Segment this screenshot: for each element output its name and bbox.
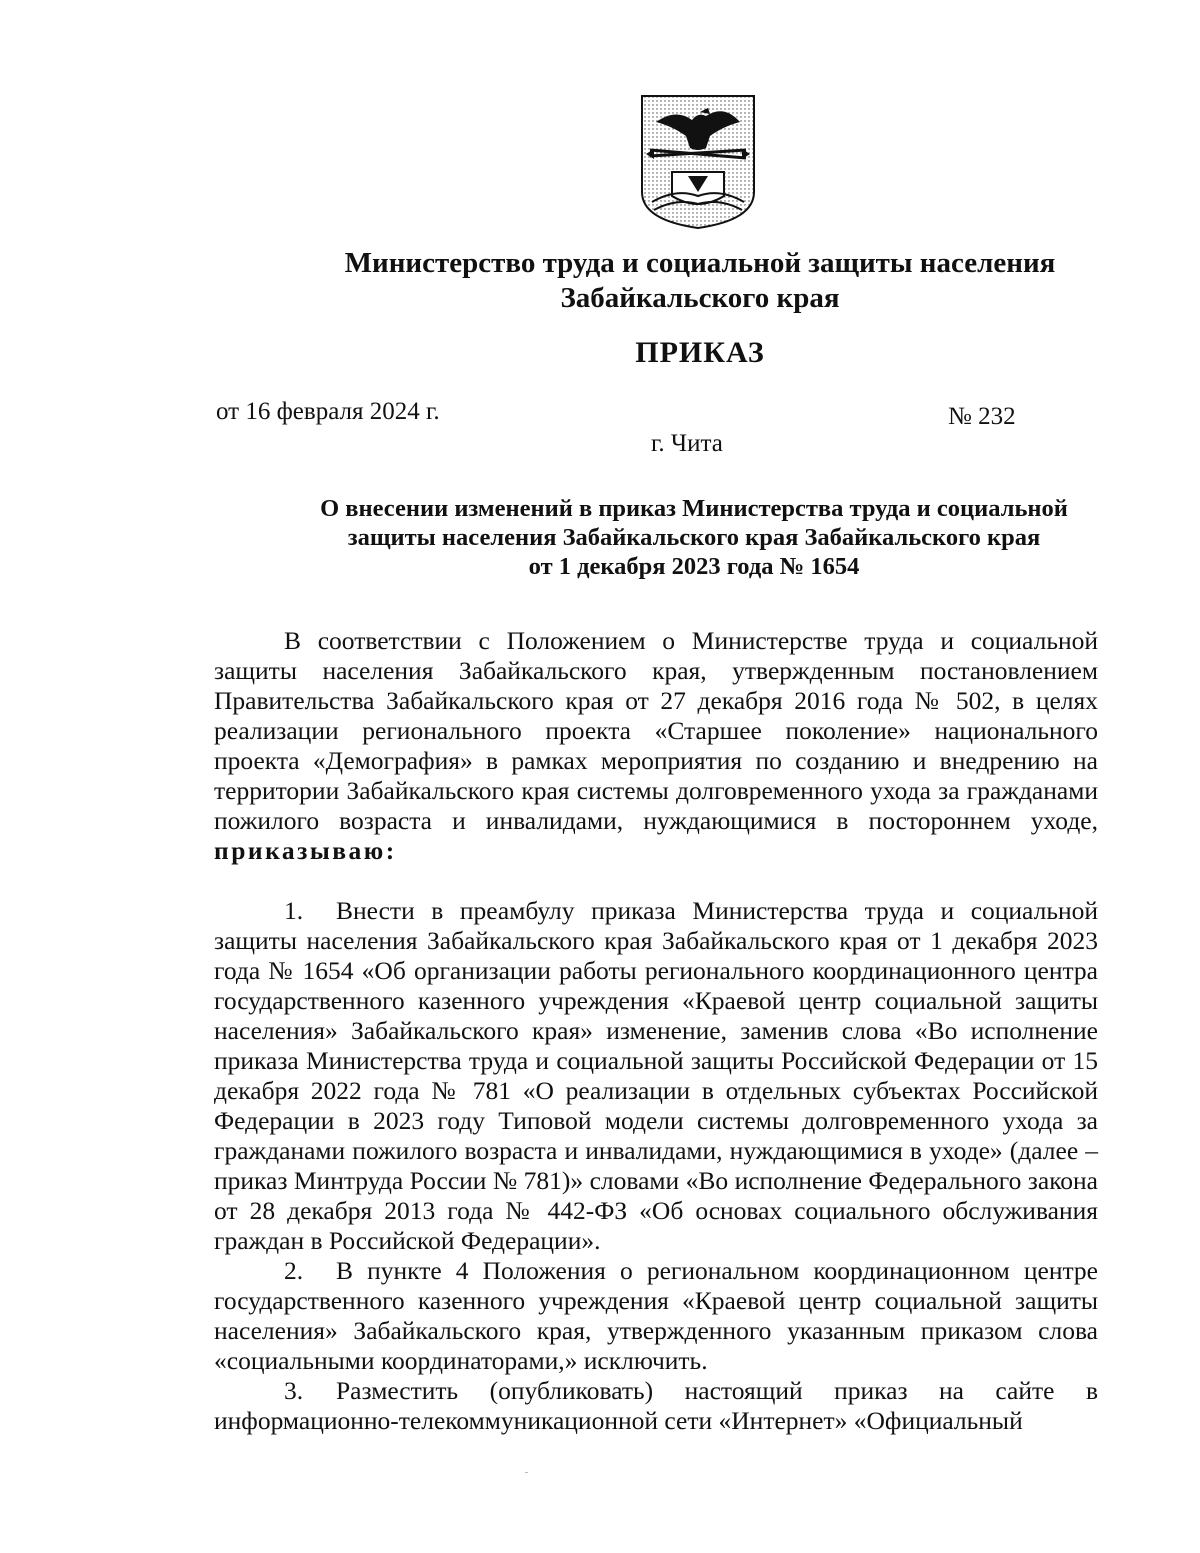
document-body (214, 626, 1098, 1436)
order-city: г. Чита (651, 430, 723, 457)
ministry-name (250, 246, 1150, 316)
list-item-text: Разместить (опубликовать) настоящий приказ на сайте в информационно-телекоммуникационной сети «Интернет» «Официальный (214, 1376, 1098, 1435)
ministry-name-line2: Забайкальского края (560, 282, 840, 314)
list-item (214, 1376, 1098, 1436)
list-item-text: В пункте 4 Положения о региональном координационном центре государственного казенного учреждения «Краевой центр социальной защиты населения» Забайкальского края, утвержденного указанным приказом слова «социальными координаторами,» исключить. (214, 1256, 1098, 1375)
list-item-number: 3. (284, 1376, 304, 1405)
order-date: от 16 февраля 2024 г. (216, 398, 440, 425)
coat-of-arms-icon (636, 92, 760, 232)
preamble-emphasis: приказываю: (214, 836, 397, 865)
preamble-paragraph (214, 626, 1098, 866)
ministry-name-line1: Министерство труда и социальной защиты населения (344, 247, 1056, 279)
list-item (214, 1256, 1098, 1376)
order-subject (282, 494, 1106, 581)
list-item-number: 1. (284, 896, 304, 925)
subject-line2: защиты населения Забайкальского края Забайкальского края (347, 524, 1041, 551)
list-item-text: Внести в преамбулу приказа Министерства труда и социальной защиты населения Забайкальского края Забайкальского края от 1 декабря 2023 года № 1654 «Об организации работы регионального координационного центра государственного казенного учреждения «Краевой центр социальной защиты населения» Забайкальского края» изменение, заменив слова «Во исполнение приказа Министерства труда и социальной защиты Российской Федерации от 15 декабря 2022 года № 781 «О реализации в отдельных субъектах Российской Федерации в 2023 году Типовой модели системы долговременного ухода за гражданами пожилого возраста и инвалидами, нуждающимися в уходе» (далее – приказ Минтруда России № 781)» словами «Во исполнение Федерального закона от 28 декабря 2013 года № 442-ФЗ «Об основах социального обслуживания граждан в Российской Федерации». (214, 896, 1098, 1255)
subject-line3: от 1 декабря 2023 года № 1654 (528, 553, 860, 580)
subject-line1: О внесении изменений в приказ Министерства труда и социальной (320, 495, 1068, 522)
order-title: ПРИКАЗ (635, 336, 765, 369)
preamble-text: В соответствии с Положением о Министерстве труда и социальной защиты населения Забайкальского края, утвержденным постановлением Правительства Забайкальского края от 27 декабря 2016 года № 502, в целях реализации регионального проекта «Старшее поколение» национального проекта «Демография» в рамках мероприятия по созданию и внедрению на территории Забайкальского края системы долговременного ухода за гражданами пожилого возраста и инвалидами, нуждающимися в постороннем уходе, (214, 626, 1098, 835)
list-item (214, 896, 1098, 1256)
scan-speck (525, 1472, 528, 1473)
order-number: № 232 (948, 403, 1016, 430)
list-item-number: 2. (284, 1256, 304, 1285)
